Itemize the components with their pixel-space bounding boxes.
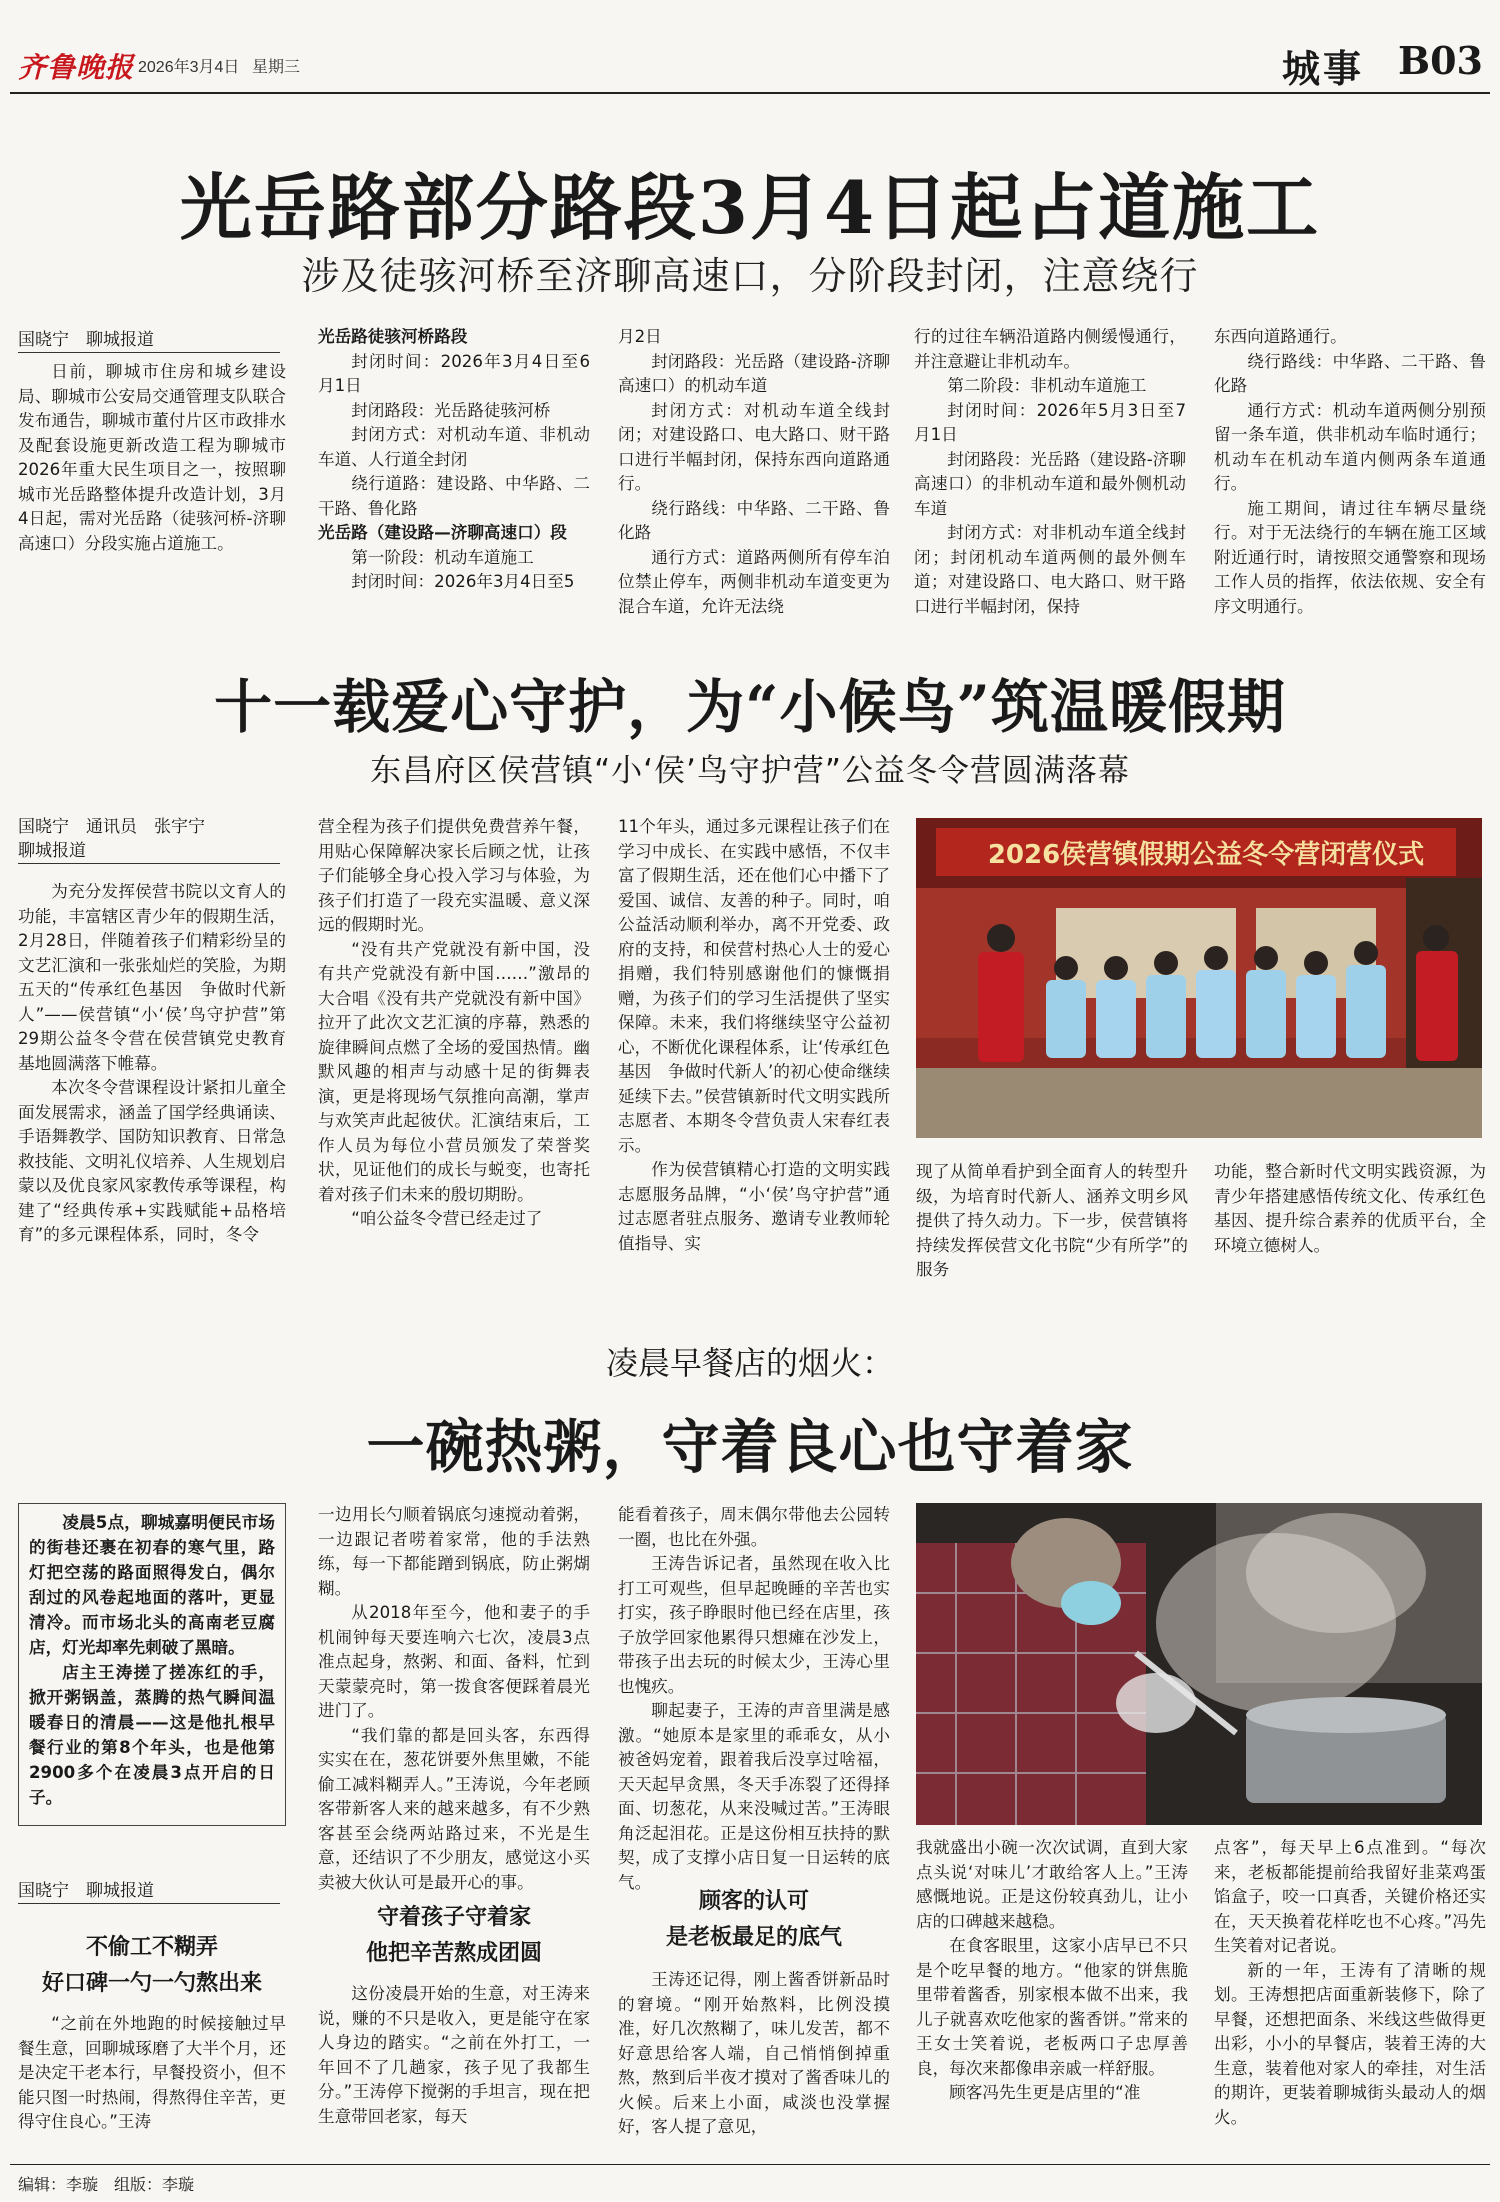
article1-column-3 xyxy=(618,325,890,616)
paragraph: “我们靠的都是回头客，东西得实实在在，葱花饼要外焦里嫩，不能偷工减料糊弄人。”王涛说，今年老顾客带新客人来的越来越多，有不少熟客甚至会绕两站路过来，不光是生意，还结识了不少朋友，感觉这小买卖被大伙认可是最开心的事。 xyxy=(318,1725,590,1892)
article2-subheadline: 东昌府区侯营镇“小‘侯’鸟守护营”公益冬令营圆满落幕 xyxy=(370,753,1130,789)
paragraph: 封闭路段：光岳路徒骇河桥 xyxy=(351,400,551,420)
article3-subhead-2 xyxy=(318,1900,590,1972)
subhead-1-line-2: 好口碑一勺一勺熬出来 xyxy=(41,1971,262,1996)
subhead-3-line-2: 是老板最足的底气 xyxy=(665,1925,842,1950)
article2-column-1 xyxy=(18,880,286,1300)
paragraph: 为充分发挥侯营书院以文育人的功能，丰富辖区青少年的假期生活，2月28日，伴随着孩子们精彩纷呈的文艺汇演和一张张灿烂的笑脸，为期五天的“传承红色基因 争做时代新人”——侯营镇“小‘侯’鸟守护营”第29期公益冬令营在侯营镇党史教育基地圆满落下帷幕。 xyxy=(18,882,286,1073)
article2-byline-line2: 聊城报道 xyxy=(18,841,86,861)
paragraph: 点客”，每天早上6点准到。“每次来，老板都能提前给我留好韭菜鸡蛋馅盒子，咬一口真香，关键价格还实在，天天换着花样吃也不心疼。”冯先生笑着对记者说。 xyxy=(1214,1838,1486,1955)
article3-column-2b xyxy=(318,1982,590,2152)
paragraph: 绕行路线：中华路、二干路、鲁化路 xyxy=(618,498,890,542)
paragraph: 日前，聊城市住房和城乡建设局、聊城市公安局交通管理支队联合发布通告，聊城市董付片区市政排水及配套设施更新改造工程为聊城市2026年重大民生项目之一，按照聊城市光岳路整体提升改造计划，3月4日起，需对光岳路（徒骇河桥-济聊高速口）分段实施占道施工。 xyxy=(18,362,286,553)
article3-subhead-1 xyxy=(18,1930,286,2002)
paragraph: 新的一年，王涛有了清晰的规划。王涛想把店面重新装修下，除了早餐，还想把面条、米线这些做得更出彩，小小的早餐店，装着王涛的大生意，装着他对家人的牵挂，对生活的期许，更装着聊城街头最动人的烟火。 xyxy=(1214,1960,1486,2127)
article1-column-2 xyxy=(318,325,590,605)
paragraph: 施工期间，请过往车辆尽量绕行。对于无法绕行的车辆在施工区域附近通行时，请按照交通警察和现场工作人员的指挥，依法依规、安全有序文明通行。 xyxy=(1214,498,1486,616)
paragraph: 封闭方式：对非机动车道全线封闭；封闭机动车道两侧的最外侧车道；对建设路口、电大路口、财干路口进行半幅封闭，保持 xyxy=(914,523,1186,616)
issue-date: 2026年3月4日 xyxy=(138,59,240,76)
subhead-3-line-1: 顾客的认可 xyxy=(698,1889,809,1914)
masthead-rule xyxy=(10,92,1490,94)
paragraph: 在食客眼里，这家小店早已不只是个吃早餐的地方。“他家的饼焦脆里带着酱香，别家根本做不出来，我儿子就喜欢吃他家的酱香饼。”常来的王女士笑着说，老板两口子忠厚善良，每次来都像串亲戚一样舒服。 xyxy=(916,1936,1188,2078)
article1-byline: 国晓宁 聊城报道 xyxy=(18,325,280,353)
article1-column-5 xyxy=(1214,325,1486,616)
paragraph: 封闭时间：2026年3月4日至6月1日 xyxy=(318,351,590,395)
article3-column-4 xyxy=(916,1836,1188,2152)
paragraph: 顾客冯先生更是店里的“准 xyxy=(949,2083,1141,2102)
article1-column-1 xyxy=(18,360,286,620)
subhead-2-line-1: 守着孩子守着家 xyxy=(376,1905,531,1930)
paragraph: 营全程为孩子们提供免费营养午餐，用贴心保障解决家长后顾之忧，让孩子们能够全身心投入学习与体验，为孩子们打造了一段充实温暖、意义深远的假期时光。 xyxy=(318,817,590,934)
paragraph: 功能，整合新时代文明实践资源，为青少年搭建感悟传统文化、传承红色基因、提升综合素养的优质平台，全环境立德树人。 xyxy=(1214,1162,1486,1255)
paragraph: 绕行道路：建设路、中华路、二干路、鲁化路 xyxy=(318,474,590,518)
paragraph: 这份凌晨开始的生意，对王涛来说，赚的不只是收入，更是能守在家人身边的踏实。“之前在外打工，一年回不了几趟家，孩子见了我都生分。”王涛停下搅粥的手坦言，现在把生意带回老家，每天 xyxy=(318,1984,590,2126)
paragraph: 能看着孩子，周末偶尔带他去公园转一圈，也比在外强。 xyxy=(618,1505,890,1549)
article3-kicker: 凌晨早餐店的烟火： xyxy=(605,1344,894,1382)
paragraph: “没有共产党就没有新中国，没有共产党就没有新中国……”激昂的大合唱《没有共产党就没有新中国》拉开了此次文艺汇演的序幕，熟悉的旋律瞬间点燃了全场的爱国热情。幽默风趣的相声与动感十足的街舞表演，更是将现场气氛推向高潮，掌声与欢笑声此起彼伏。汇演结束后，工作人员为每位小营员颁发了荣誉奖状，见证他们的成长与蜕变，也寄托着对孩子们未来的殷切期盼。 xyxy=(318,939,590,1204)
paragraph: 王涛告诉记者，虽然现在收入比打工可观些，但早起晚睡的辛苦也实打实，孩子睁眼时他已经在店里，孩子放学回家他累得只想瘫在沙发上，带孩子出去玩的时候太少，王涛心里也愧疚。 xyxy=(618,1554,890,1696)
editor-credits: 编辑：李璇 组版：李璇 xyxy=(18,2175,195,2194)
paragraph: 光岳路（建设路—济聊高速口）段 xyxy=(318,523,567,542)
paragraph: “咱公益冬令营已经走过了 xyxy=(351,1209,543,1228)
breakfast-shop-photo-illustration xyxy=(916,1503,1482,1825)
subhead-1-line-1: 不偷工不糊弄 xyxy=(85,1935,218,1960)
article2-byline-line1: 国晓宁 通讯员 张宇宁 xyxy=(18,817,205,837)
paragraph: “之前在外地跑的时候接触过早餐生意，回聊城琢磨了大半个月，还是决定干老本行，早餐投资小，但不能只图一时热闹，得熬得住辛苦，更得守住良心。”王涛 xyxy=(18,2014,286,2131)
article2-headline: 十一载爱心守护，为“小候鸟”筑温暖假期 xyxy=(214,673,1286,741)
paragraph: 封闭路段：光岳路（建设路-济聊高速口）的非机动车道和最外侧机动车道 xyxy=(914,449,1186,518)
paragraph: 王涛还记得，刚上酱香饼新品时的窘境。“刚开始熬料，比例没摸准，好几次熬糊了，味儿发苦，都不好意思给客人端，自己悄悄倒掉重熬，熬到后半夜才摸对了酱香味儿的火候。后来上小面，咸淡也没掌握好，客人提了意见， xyxy=(618,1970,890,2136)
article1-subheadline: 涉及徒骇河桥至济聊高速口，分阶段封闭，注意绕行 xyxy=(301,254,1199,298)
article3-headline: 一碗热粥，守着良心也守着家 xyxy=(366,1413,1134,1481)
page-number: B03 xyxy=(1398,38,1483,83)
paragraph: 封闭时间：2026年5月3日至7月1日 xyxy=(914,400,1186,444)
paragraph: 月2日 xyxy=(618,327,662,346)
winter-camp-photo xyxy=(916,818,1482,1138)
footer-rule xyxy=(10,2164,1490,2165)
article3-column-5 xyxy=(1214,1836,1486,2152)
paragraph: 店主王涛搓了搓冻红的手，掀开粥锅盖，蒸腾的热气瞬间温暖春日的清晨——这是他扎根早餐行业的第8个年头，也是他第2900多个在凌晨3点开启的日子。 xyxy=(29,1663,275,1807)
article3-byline: 国晓宁 聊城报道 xyxy=(18,1876,280,1904)
article3-subhead-3 xyxy=(618,1884,890,1956)
newspaper-logo: 齐鲁晚报 xyxy=(18,51,135,84)
paragraph: 作为侯营镇精心打造的文明实践志愿服务品牌，“小‘侯’鸟守护营”通过志愿者驻点服务、邀请专业教师轮值指导、实 xyxy=(618,1160,890,1253)
article3-column-2a xyxy=(318,1503,590,1892)
paragraph: 封闭路段：光岳路（建设路-济聊高速口）的机动车道 xyxy=(618,351,890,395)
breakfast-shop-photo xyxy=(916,1503,1482,1825)
paragraph: 第二阶段：非机动车道施工 xyxy=(947,376,1147,395)
article2-column-3 xyxy=(618,815,890,1300)
subhead-2-line-2: 他把辛苦熬成团圆 xyxy=(365,1941,542,1966)
paragraph: 行的过往车辆沿道路内侧缓慢通行，并注意避让非机动车。 xyxy=(914,327,1186,371)
paragraph: 一边用长勺顺着锅底匀速搅动着粥，一边跟记者唠着家常，他的手法熟练，每一下都能蹭到锅底，防止粥煳糊。 xyxy=(318,1505,590,1598)
paragraph: 封闭时间：2026年3月4日至5 xyxy=(351,572,575,591)
paragraph: 绕行路线：中华路、二干路、鲁化路 xyxy=(1214,351,1486,395)
paragraph: 东西向道路通行。 xyxy=(1214,327,1347,346)
article2-column-5 xyxy=(1214,1160,1486,1300)
paragraph: 聊起妻子，王涛的声音里满是感激。“她原本是家里的乖乖女，从小被爸妈宠着，跟着我后没享过啥福，天天起早贪黑，冬天手冻裂了还得择面、切葱花，从来没喊过苦。”王涛眼角泛起泪花。正是这份相互扶持的默契，成了支撑小店日复一日运转的底气。 xyxy=(618,1701,890,1892)
paragraph: 我就盛出小碗一次次试调，直到大家点头说‘对味儿’才敢给客人上。”王涛感慨地说。正是这份较真劲儿，让小店的口碑越来越稳。 xyxy=(916,1838,1188,1931)
article3-column-1 xyxy=(18,2012,286,2152)
paragraph: 凌晨5点，聊城嘉明便民市场的街巷还裹在初春的寒气里，路灯把空荡的路面照得发白，偶尔刮过的风卷起地面的落叶，更显清冷。而市场北头的高南老豆腐店，灯光却率先刺破了黑暗。 xyxy=(29,1513,275,1657)
issue-weekday: 星期三 xyxy=(252,59,301,76)
paragraph: 第一阶段：机动车道施工 xyxy=(351,547,534,567)
article3-column-3b xyxy=(618,1968,890,2152)
paragraph: 封闭方式：对机动车道全线封闭；对建设路口、电大路口、财干路口进行半幅封闭，保持东西向道路通行。 xyxy=(618,400,890,493)
article2-column-2 xyxy=(318,815,590,1300)
paragraph: 封闭方式：对机动车道、非机动车道、人行道全封闭 xyxy=(318,425,590,469)
paragraph: 光岳路徒骇河桥路段 xyxy=(318,327,468,346)
article2-byline xyxy=(18,815,280,864)
paragraph: 通行方式：机动车道两侧分别预留一条车道，供非机动车临时通行；机动车在机动车道内侧两条车道通行。 xyxy=(1214,400,1486,493)
paragraph: 通行方式：道路两侧所有停车泊位禁止停车，两侧非机动车道变更为混合车道，允许无法绕 xyxy=(618,547,890,616)
paragraph: 11个年头，通过多元课程让孩子们在学习中成长、在实践中感悟，不仅丰富了假期生活，还在他们心中播下了爱国、诚信、友善的种子。同时，咱公益活动顺利举办，离不开党委、政府的支持，和侯营村热心人士的爱心捐赠，我们特别感谢他们的慷慨捐赠，为孩子们的学习生活提供了坚实保障。未来，我们将继续坚守公益初心，不断优化课程体系，让‘传承红色基因 争做时代新人’的初心使命继续延续下去。”侯营镇新时代文明实践所志愿者、本期冬令营负责人宋春红表示。 xyxy=(618,817,890,1155)
section-name: 城事 xyxy=(1282,46,1365,91)
paragraph: 本次冬令营课程设计紧扣儿童全面发展需求，涵盖了国学经典诵读、手语舞教学、国防知识教育、日常急救技能、文明礼仪培养、人生规划启蒙以及优良家风家教传承等课程，构建了“经典传承+实践赋能+品格培育”的多元课程体系，同时，冬令 xyxy=(18,1078,286,1244)
photo-banner-text: 2026侯营镇假期公益冬令营闭营仪式 xyxy=(987,840,1425,870)
article1-column-4 xyxy=(914,325,1186,616)
article3-lead-box xyxy=(18,1503,286,1826)
paragraph: 现了从简单看护到全面育人的转型升级，为培育时代新人、涵养文明乡风提供了持久动力。下一步，侯营镇将持续发挥侯营文化书院“少有所学”的服务 xyxy=(916,1162,1188,1279)
article3-column-3a xyxy=(618,1503,890,1892)
paragraph: 从2018年至今，他和妻子的手机闹钟每天要连响六七次，凌晨3点准点起身，熬粥、和面、备料，忙到天蒙蒙亮时，第一拨食客便踩着晨光进门了。 xyxy=(318,1603,590,1720)
article2-column-4 xyxy=(916,1160,1188,1300)
article1-headline: 光岳路部分路段3月4日起占道施工 xyxy=(179,165,1321,250)
